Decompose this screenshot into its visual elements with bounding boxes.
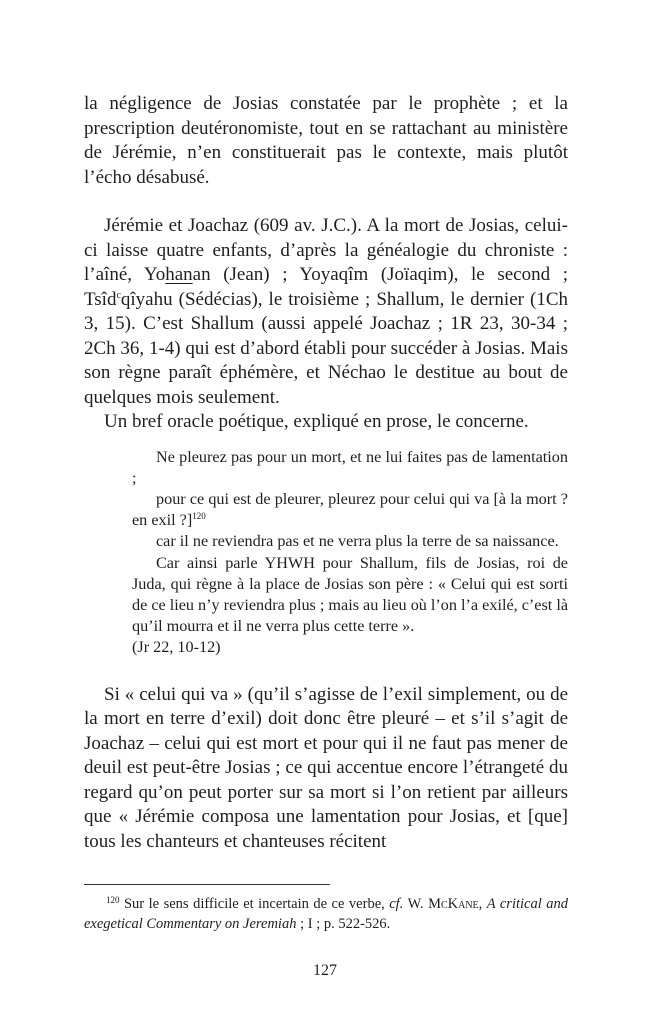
footnote-text-1: Sur le sens difficile et incertain de ce verbe, bbox=[119, 896, 390, 912]
paragraph-3: Un bref oracle poétique, expliqué en prose, le concerne. bbox=[104, 411, 529, 432]
paragraph-gap bbox=[84, 190, 568, 214]
quote-line-2 bbox=[132, 489, 568, 531]
quote-reference: (Jr 22, 10-12) bbox=[132, 638, 221, 657]
page-number: 127 bbox=[313, 962, 337, 979]
underlined-letters: han bbox=[165, 264, 193, 285]
paragraph-1: la négligence de Josias constatée par le prophète ; et la prescription deutéronomiste, tout en se rattachant au ministère de Jérémie, n’en constituerait pas le contexte, mais plutôt l’écho désabusé. bbox=[84, 93, 568, 188]
paragraph-gap bbox=[84, 659, 568, 683]
footnote-number: 120 bbox=[106, 895, 120, 905]
quote-line-3: car il ne reviendra pas et ne verra plus la terre de sa naissance. bbox=[156, 532, 559, 551]
paragraph-2-text-d: qîyahu (Sédécias), le troisième ; Shallum, le dernier (1Ch 3, 15). C’est Shallum (aussi appelé Joachaz ; 1R 23, 30-34 ; 2Ch 36, 1-4) qui est d’abord établi pour succéder à Josias. Mais son règne paraît éphémère, et Néchao le destitue au bout de quelques mois seulement. bbox=[84, 288, 568, 408]
superscript-c: c bbox=[116, 289, 121, 301]
footnote-text-2: W. bbox=[403, 896, 429, 912]
block-quote bbox=[132, 447, 568, 659]
footnote-text-3: , bbox=[478, 896, 487, 912]
quote-line-2-text: pour ce qui est de pleurer, pleurez pour celui qui va [à la mort ? en exil ?] bbox=[132, 489, 568, 530]
paragraph-2 bbox=[84, 214, 568, 410]
page-body bbox=[84, 92, 568, 854]
footnote bbox=[84, 894, 568, 934]
paragraph-2-text-a: Jérémie et Joachaz (609 av. J.C.). A la mort de Josias, celui-ci laisse quatre enfants, d’après la généalogie du chroniste : l’aîné, Yo bbox=[84, 215, 568, 285]
footnote-reference: 120 bbox=[192, 511, 206, 522]
paragraph-2-text-b: an (Jean) ; Yoyaqîm (Joïaqim), le second ; Tsîd bbox=[84, 264, 568, 310]
footnote-text-4: ; I ; p. 522-526. bbox=[296, 916, 391, 932]
paragraph-4: Si « celui qui va » (qu’il s’agisse de l’exil simplement, ou de la mort en terre d’exil) doit donc être pleuré – et s’il s’agit de Joachaz – celui qui est mort et pour qui il ne faut pas mener de deuil est peut-être Josias ; ce qui accentue encore l’étrangeté du regard qu’on peut porter sur sa mort si l’on retient par ailleurs que « Jérémie composa une lamentation pour Josias, et [que] tous les chanteurs et chanteuses récitent bbox=[84, 683, 568, 852]
footnote-title: A critical and exegetical Commentary on Jeremiah bbox=[84, 896, 568, 932]
footnote-author: McKane bbox=[428, 896, 479, 912]
footnote-cf: cf. bbox=[389, 896, 404, 912]
footnote-separator bbox=[84, 884, 330, 885]
quote-line-1: Ne pleurez pas pour un mort, et ne lui faites pas de lamentation ; bbox=[132, 447, 568, 487]
quote-line-4: Car ainsi parle YHWH pour Shallum, fils de Josias, roi de Juda, qui règne à la place de Josias son père : « Celui qui est sorti de ce lieu n’y reviendra plus ; mais au lieu où l’on l’a exilé, c’est là qu’il mourra et il ne verra plus cette terre ». bbox=[132, 553, 569, 636]
